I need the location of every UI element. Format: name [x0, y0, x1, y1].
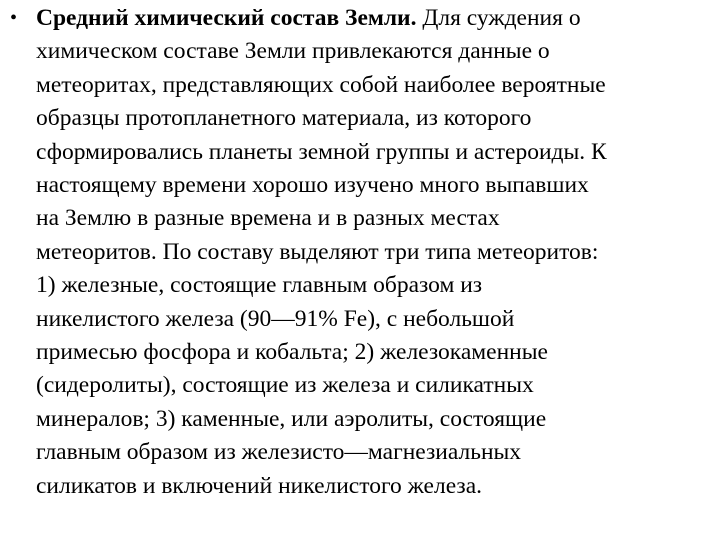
text-line-3: метеоритах, представляющих собой наиболее вероятные — [36, 71, 606, 98]
text-line-2: химическом составе Земли привлекаются данные о — [36, 38, 550, 65]
text-line-11: примесью фосфора и кобальта; 2) железокаменные — [36, 339, 548, 366]
paragraph-text — [36, 2, 714, 503]
text-line-8: метеоритов. По составу выделяют три типа метеоритов: — [36, 238, 599, 265]
text-line-13: минералов; 3) каменные, или аэролиты, состоящие — [36, 405, 547, 432]
text-line-14: главным образом из железисто—магнезиальных — [36, 439, 522, 466]
text-line-12: (сидеролиты), состоящие из железа и силикатных — [36, 372, 534, 399]
text-line-10: никелистого железа (90—91% Fe), с небольшой — [36, 305, 515, 332]
first-line-rest: Для суждения о — [416, 5, 581, 31]
bullet-item — [8, 2, 714, 503]
text-line-5: сформировались планеты земной группы и астероиды. К — [36, 138, 607, 165]
text-line-15: силикатов и включений никелистого железа. — [36, 472, 483, 499]
text-line-4: образцы протопланетного материала, из которого — [36, 105, 532, 132]
bullet-icon: • — [10, 7, 18, 29]
section-term: Средний химический состав Земли. — [36, 5, 417, 31]
text-line-9: 1) железные, состоящие главным образом из — [36, 272, 483, 299]
text-line-6: настоящему времени хорошо изучено много выпавших — [36, 172, 589, 199]
text-line-1 — [36, 2, 714, 35]
text-line-7: на Землю в разные времена и в разных местах — [36, 205, 500, 232]
